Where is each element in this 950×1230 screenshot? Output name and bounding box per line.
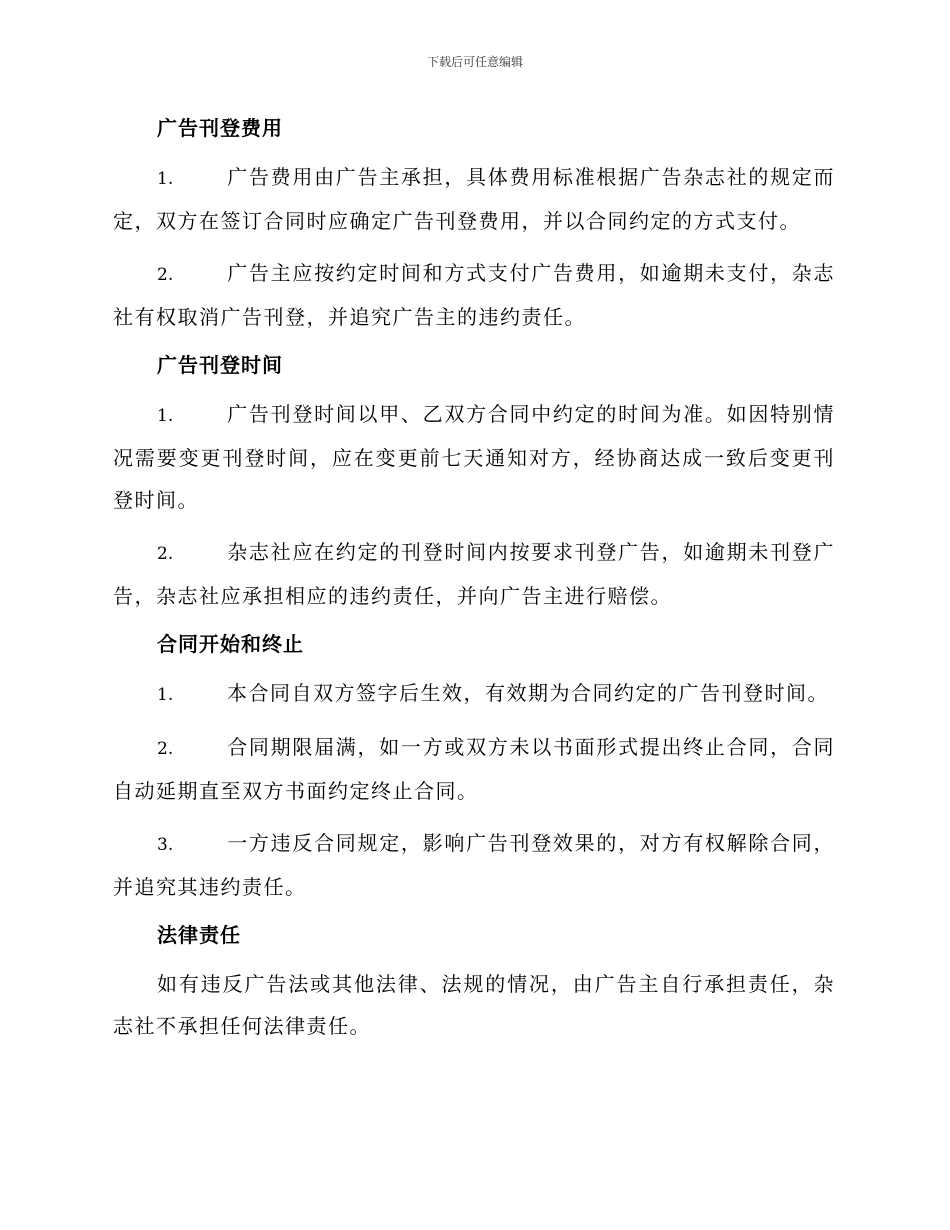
paragraph-text: 合同期限届满，如一方或双方未以书面形式提出终止合同，合同自动延期直至双方书面约定终止合同。	[113, 735, 835, 803]
item-number: 2.	[157, 265, 174, 285]
item-number: 1.	[157, 685, 174, 705]
paragraph-text: 本合同自双方签字后生效，有效期为合同约定的广告刊登时间。	[227, 681, 829, 705]
paragraph-text: 广告刊登时间以甲、乙双方合同中约定的时间为准。如因特别情况需要变更刊登时间，应在变更前七天通知对方，经协商达成一致后变更刊登时间。	[113, 402, 835, 512]
section-title-fees: 广告刊登费用	[157, 116, 283, 140]
item-number: 3.	[157, 835, 174, 855]
section-title-liability: 法律责任	[157, 923, 241, 947]
paragraph-text: 一方违反合同规定，影响广告刊登效果的，对方有权解除合同，并追究其违约责任。	[113, 831, 835, 899]
section-title-schedule: 广告刊登时间	[157, 353, 283, 377]
paragraph	[113, 672, 835, 716]
paragraph	[113, 393, 835, 521]
paragraph	[113, 726, 835, 812]
item-number: 2.	[157, 544, 174, 564]
document-body	[113, 111, 835, 1057]
item-number: 2.	[157, 739, 174, 759]
paragraph	[113, 531, 835, 617]
item-number: 1.	[157, 169, 174, 189]
paragraph	[113, 822, 835, 908]
item-number: 1.	[157, 406, 174, 426]
paragraph	[113, 252, 835, 338]
paragraph	[113, 156, 835, 242]
paragraph-text: 杂志社应在约定的刊登时间内按要求刊登广告，如逾期未刊登广告，杂志社应承担相应的违约责任，并向广告主进行赔偿。	[113, 540, 835, 608]
paragraph-text: 广告费用由广告主承担，具体费用标准根据广告杂志社的规定而定，双方在签订合同时应确定广告刊登费用，并以合同约定的方式支付。	[113, 165, 835, 233]
paragraph-text: 如有违反广告法或其他法律、法规的情况，由广告主自行承担责任，杂志社不承担任何法律责任。	[113, 972, 835, 1038]
page-header: 下载后可任意编辑	[426, 55, 523, 69]
paragraph-text: 广告主应按约定时间和方式支付广告费用，如逾期未支付，杂志社有权取消广告刊登，并追究广告主的违约责任。	[113, 261, 835, 329]
section-title-term: 合同开始和终止	[157, 632, 304, 656]
paragraph	[113, 963, 835, 1047]
